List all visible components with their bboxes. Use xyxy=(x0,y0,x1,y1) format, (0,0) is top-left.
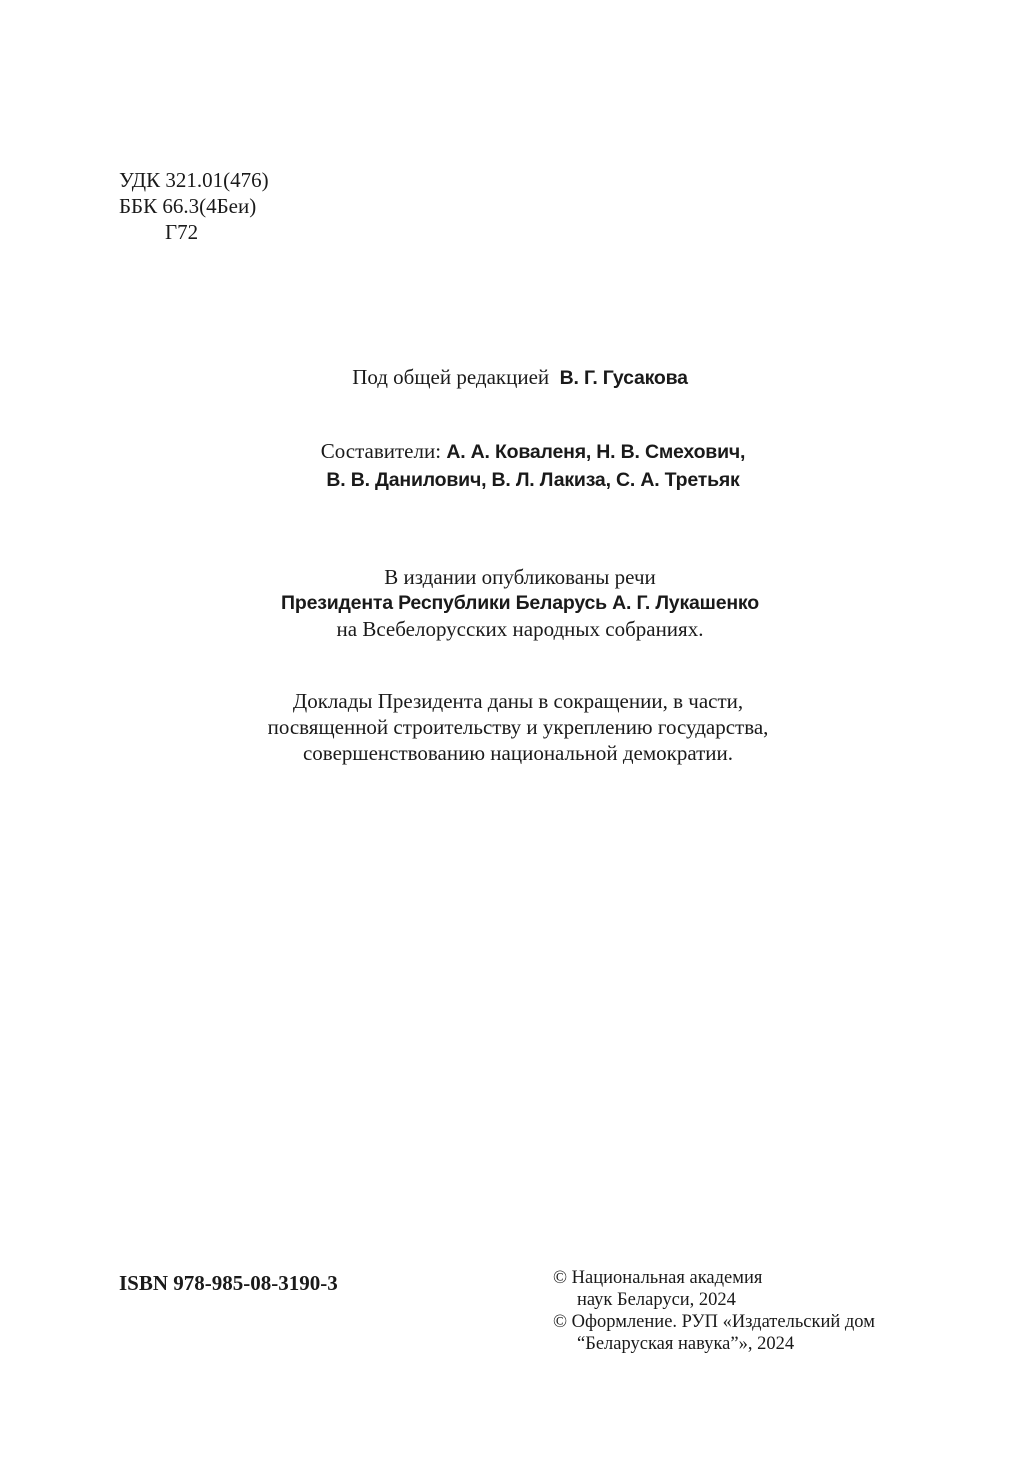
publication-line-3: на Всебелорусских народных собраниях. xyxy=(336,617,704,641)
report-line-1: Доклады Президента даны в сокращении, в части, xyxy=(292,689,744,713)
compilers-names-1: А. А. Коваленя, Н. В. Смехович, xyxy=(446,441,746,463)
copyright-line-1: © Национальная академия xyxy=(553,1268,763,1288)
report-line-2: посвященной строительству и укреплению государства, xyxy=(267,715,769,739)
udk-code: УДК 321.01(476) xyxy=(119,168,269,192)
isbn-number: ISBN 978-985-08-3190-3 xyxy=(119,1271,338,1295)
copyright-line-4: “Беларуская навука”», 2024 xyxy=(577,1334,795,1354)
bbk-code: ББК 66.3(4Беи) xyxy=(119,194,257,218)
copyright-line-3: © Оформление. РУП «Издательский дом xyxy=(553,1312,875,1332)
copyright-block xyxy=(553,1267,875,1355)
compilers-label: Составители: xyxy=(320,439,442,463)
report-line-3: совершенствованию национальной демократии. xyxy=(302,741,734,765)
editor-label: Под общей редакцией xyxy=(352,365,550,389)
report-note xyxy=(0,688,1034,766)
editor-name: В. Г. Гусакова xyxy=(559,367,688,389)
editor-line xyxy=(0,364,1034,391)
compilers-line-2 xyxy=(0,466,1034,494)
publication-line-2: Президента Республики Беларусь А. Г. Лукашенко xyxy=(281,592,759,614)
publication-note xyxy=(0,564,1034,642)
compilers-line-1 xyxy=(0,438,1034,466)
compilers-block xyxy=(0,438,1034,494)
classification-block xyxy=(119,167,269,245)
copyright-line-2: наук Беларуси, 2024 xyxy=(577,1290,736,1310)
compilers-names-2: В. В. Данилович, В. Л. Лакиза, С. А. Третьяк xyxy=(326,469,740,491)
publication-line-1: В издании опубликованы речи xyxy=(384,565,656,589)
author-mark: Г72 xyxy=(165,220,199,244)
